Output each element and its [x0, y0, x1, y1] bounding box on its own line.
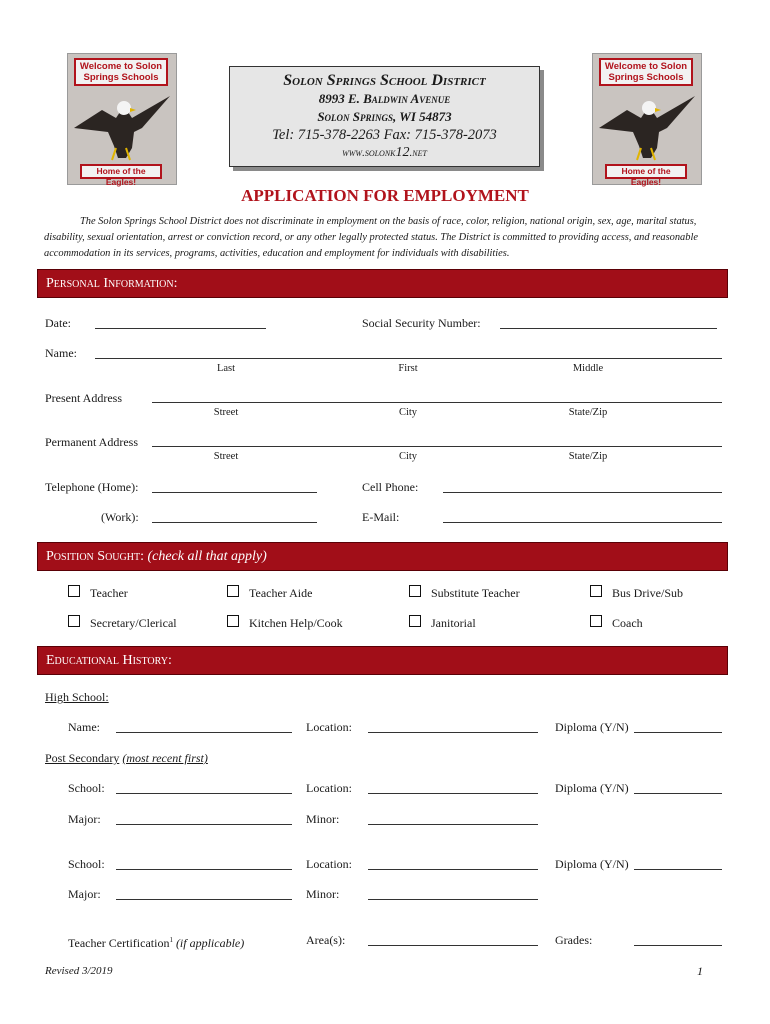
- school2-diploma-field[interactable]: [634, 869, 722, 870]
- teacher-aide-checkbox[interactable]: [227, 585, 239, 597]
- janitorial-option-label: Janitorial: [431, 616, 476, 630]
- district-phones: Tel: 715-378-2263 Fax: 715-378-2073: [272, 127, 497, 143]
- last-caption: Last: [216, 363, 236, 374]
- ssn-label: Social Security Number:: [362, 316, 481, 330]
- date-label: Date:: [45, 316, 71, 330]
- telephone-work-field[interactable]: [152, 522, 317, 523]
- logo-welcome-sign: Welcome to Solon Springs Schools: [599, 58, 693, 86]
- substitute-teacher-option-label: Substitute Teacher: [431, 586, 520, 600]
- kitchen-help-cook-checkbox[interactable]: [227, 615, 239, 627]
- areas-label: Area(s):: [306, 933, 346, 947]
- city-caption: City: [398, 451, 418, 462]
- permanent-address-field[interactable]: [152, 446, 722, 447]
- nondiscrimination-statement: The Solon Springs School District does not discriminate in employment on the basis of race, color, religion, national origin, sex, age, marital status, disability, sexual orientation, arrest or conviction record, or any other legally protected status. The District is committed to providing access, and reasonable accommodation in its services, programs, activities, education and employment for individuals with disabilities.: [44, 216, 698, 259]
- hs-name-field[interactable]: [116, 732, 292, 733]
- minor1-field[interactable]: [368, 824, 538, 825]
- major2-field[interactable]: [116, 899, 292, 900]
- telephone-work-label: (Work):: [101, 510, 139, 524]
- school1-diploma-label: Diploma (Y/N): [555, 781, 629, 795]
- logo-home-sign: Home of the Eagles!: [80, 164, 162, 179]
- state-zip-caption: State/Zip: [568, 407, 608, 418]
- page-number: 1: [697, 964, 703, 978]
- telephone-home-field[interactable]: [152, 492, 317, 493]
- email-label: E-Mail:: [362, 510, 400, 524]
- bus-drive-sub-option-label: Bus Drive/Sub: [612, 586, 684, 600]
- hs-name-label: Name:: [68, 720, 100, 734]
- logo-home-sign: Home of the Eagles!: [605, 164, 687, 179]
- first-caption: First: [398, 363, 418, 374]
- hs-diploma-label: Diploma (Y/N): [555, 720, 629, 734]
- name-label: Name:: [45, 346, 77, 360]
- coach-checkbox[interactable]: [590, 615, 602, 627]
- teacher-option-label: Teacher: [90, 586, 128, 600]
- high-school-label: High School:: [45, 690, 109, 704]
- hs-location-label: Location:: [306, 720, 352, 734]
- minor1-label: Minor:: [306, 812, 340, 826]
- eagle-icon: [72, 88, 172, 162]
- date-field[interactable]: [95, 328, 266, 329]
- district-name: Solon Springs School District: [283, 72, 486, 89]
- school1-location-field[interactable]: [368, 793, 538, 794]
- permanent-address-label: Permanent Address: [45, 435, 138, 449]
- grades-field[interactable]: [634, 945, 722, 946]
- areas-field[interactable]: [368, 945, 538, 946]
- minor2-label: Minor:: [306, 887, 340, 901]
- logo-welcome-sign: Welcome to Solon Springs Schools: [74, 58, 168, 86]
- cell-phone-label: Cell Phone:: [362, 480, 419, 494]
- school1-diploma-field[interactable]: [634, 793, 722, 794]
- teacher-certification-label: Teacher Certification$^1$ (if applicable): [68, 936, 245, 950]
- coach-option-label: Coach: [612, 616, 643, 630]
- educational-history-heading: Educational History:: [37, 646, 728, 675]
- state-zip-caption: State/Zip: [568, 451, 608, 462]
- major2-label: Major:: [68, 887, 101, 901]
- ssn-field[interactable]: [500, 328, 717, 329]
- school1-location-label: Location:: [306, 781, 352, 795]
- school2-location-label: Location:: [306, 857, 352, 871]
- janitorial-checkbox[interactable]: [409, 615, 421, 627]
- district-street: 8993 E. Baldwin Avenue: [318, 91, 451, 106]
- bus-drive-sub-checkbox[interactable]: [590, 585, 602, 597]
- substitute-teacher-checkbox[interactable]: [409, 585, 421, 597]
- hs-location-field[interactable]: [368, 732, 538, 733]
- position-sought-heading: Position Sought: (check all that apply): [37, 542, 728, 571]
- school1-field[interactable]: [116, 793, 292, 794]
- present-address-label: Present Address: [45, 391, 122, 405]
- school-logo-left: [67, 53, 177, 185]
- hs-diploma-field[interactable]: [634, 732, 722, 733]
- teacher-aide-option-label: Teacher Aide: [249, 586, 313, 600]
- school2-field[interactable]: [116, 869, 292, 870]
- eagle-icon: [597, 88, 697, 162]
- district-website: www.solonk12.net: [342, 145, 427, 160]
- street-caption: Street: [213, 451, 239, 462]
- post-secondary-label: Post Secondary (most recent first): [45, 751, 208, 765]
- minor2-field[interactable]: [368, 899, 538, 900]
- city-caption: City: [398, 407, 418, 418]
- kitchen-help-cook-option-label: Kitchen Help/Cook: [249, 616, 343, 630]
- school2-diploma-label: Diploma (Y/N): [555, 857, 629, 871]
- school-logo-right: [592, 53, 702, 185]
- email-field[interactable]: [443, 522, 722, 523]
- personal-info-heading: Personal Information:: [37, 269, 728, 298]
- school2-label: School:: [68, 857, 105, 871]
- revision-date: Revised 3/2019: [45, 965, 113, 977]
- name-field[interactable]: [95, 358, 722, 359]
- district-city: Solon Springs, WI 54873: [317, 109, 452, 124]
- present-address-field[interactable]: [152, 402, 722, 403]
- grades-label: Grades:: [555, 933, 593, 947]
- major1-label: Major:: [68, 812, 101, 826]
- major1-field[interactable]: [116, 824, 292, 825]
- middle-caption: Middle: [572, 363, 604, 374]
- school1-label: School:: [68, 781, 105, 795]
- cell-phone-field[interactable]: [443, 492, 722, 493]
- secretary-clerical-checkbox[interactable]: [68, 615, 80, 627]
- telephone-home-label: Telephone (Home):: [45, 480, 139, 494]
- street-caption: Street: [213, 407, 239, 418]
- teacher-checkbox[interactable]: [68, 585, 80, 597]
- school2-location-field[interactable]: [368, 869, 538, 870]
- district-header-box: [229, 66, 540, 167]
- secretary-clerical-option-label: Secretary/Clerical: [90, 616, 177, 630]
- page-title: APPLICATION FOR EMPLOYMENT: [241, 186, 529, 205]
